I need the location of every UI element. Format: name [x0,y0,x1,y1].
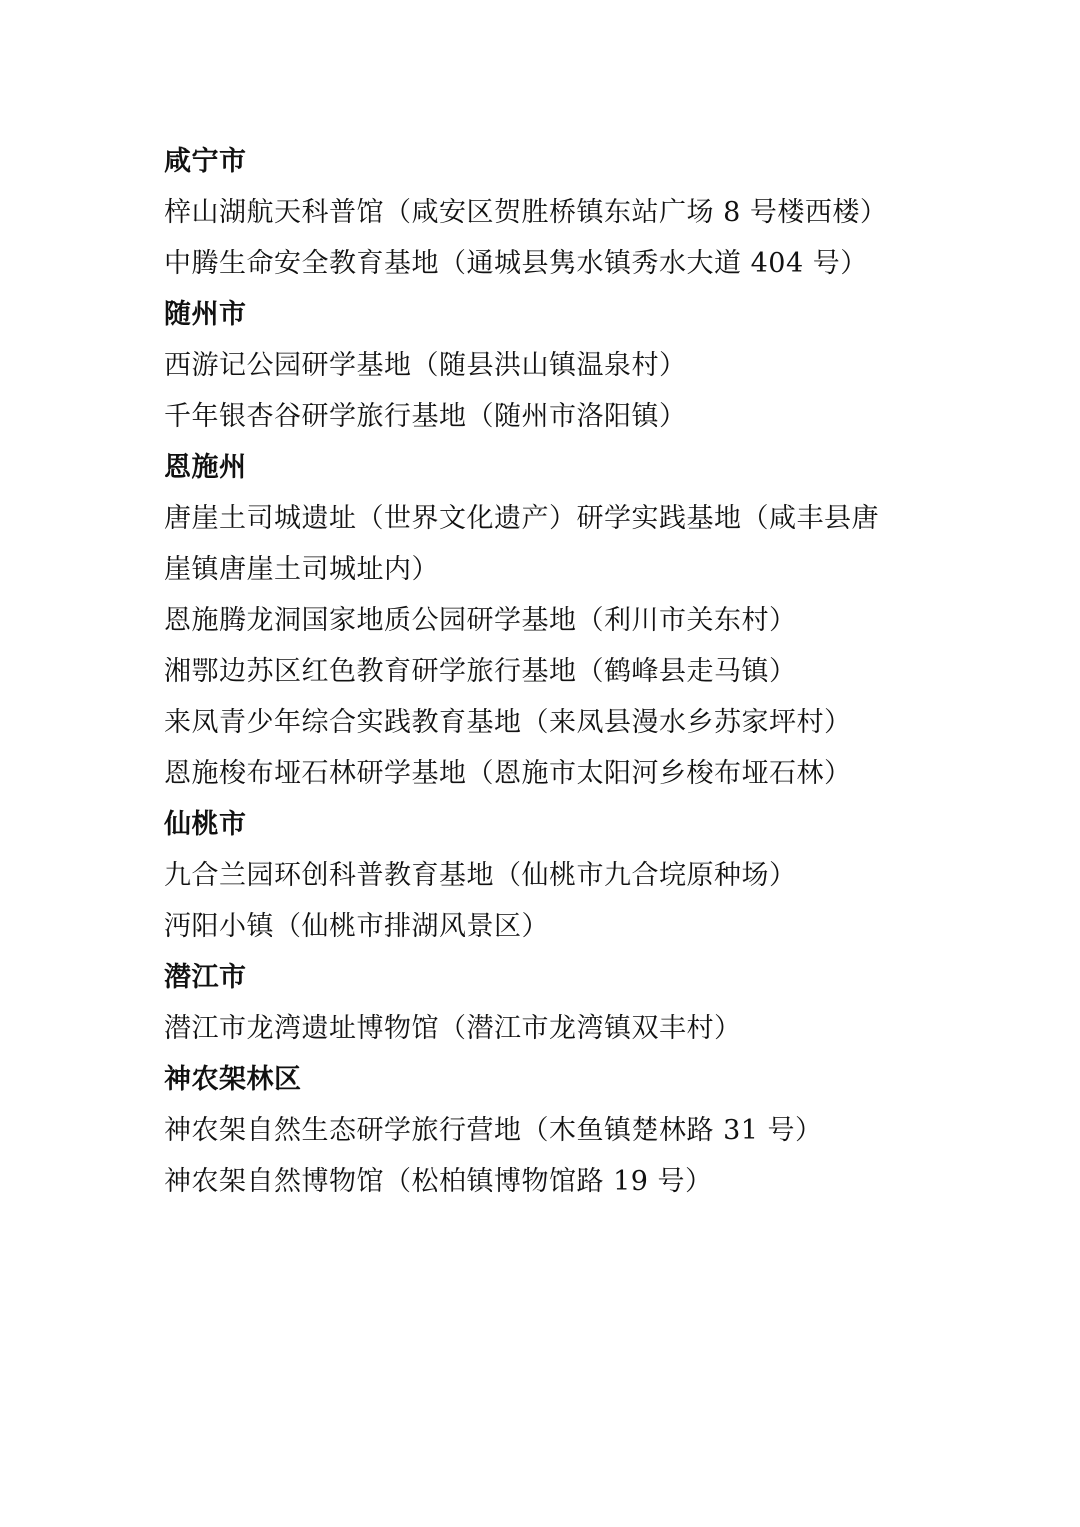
list-item: 沔阳小镇（仙桃市排湖风景区） [164,911,549,942]
list-item: 来凤青少年综合实践教育基地（来凤县漫水乡苏家坪村） [164,707,852,738]
list-item: 湘鄂边苏区红色教育研学旅行基地（鹤峰县走马镇） [164,656,797,687]
section-heading-xianning: 咸宁市 [164,146,247,177]
list-item: 梓山湖航天科普馆（咸安区贺胜桥镇东站广场 8 号楼西楼） [164,197,888,228]
list-item: 恩施腾龙洞国家地质公园研学基地（利川市关东村） [164,605,797,636]
list-item: 神农架自然博物馆（松柏镇博物馆路 19 号） [164,1166,713,1197]
section-heading-shennongjia: 神农架林区 [164,1064,302,1095]
list-item: 神农架自然生态研学旅行营地（木鱼镇楚林路 31 号） [164,1115,823,1146]
list-item: 唐崖土司城遗址（世界文化遗产）研学实践基地（咸丰县唐 [164,503,879,534]
section-heading-suizhou: 随州市 [164,299,247,330]
list-item: 西游记公园研学基地（随县洪山镇温泉村） [164,350,687,381]
list-item: 九合兰园环创科普教育基地（仙桃市九合垸原种场） [164,860,797,891]
section-heading-xiantao: 仙桃市 [164,809,247,840]
document-content [164,136,944,1207]
list-item: 中腾生命安全教育基地（通城县隽水镇秀水大道 404 号） [164,248,868,279]
section-heading-enshi: 恩施州 [164,452,247,483]
list-item: 恩施梭布垭石林研学基地（恩施市太阳河乡梭布垭石林） [164,758,852,789]
list-item: 千年银杏谷研学旅行基地（随州市洛阳镇） [164,401,687,432]
list-item-continuation: 崖镇唐崖土司城址内） [164,554,439,585]
list-item: 潜江市龙湾遗址博物馆（潜江市龙湾镇双丰村） [164,1013,742,1044]
section-heading-qianjiang: 潜江市 [164,962,247,993]
